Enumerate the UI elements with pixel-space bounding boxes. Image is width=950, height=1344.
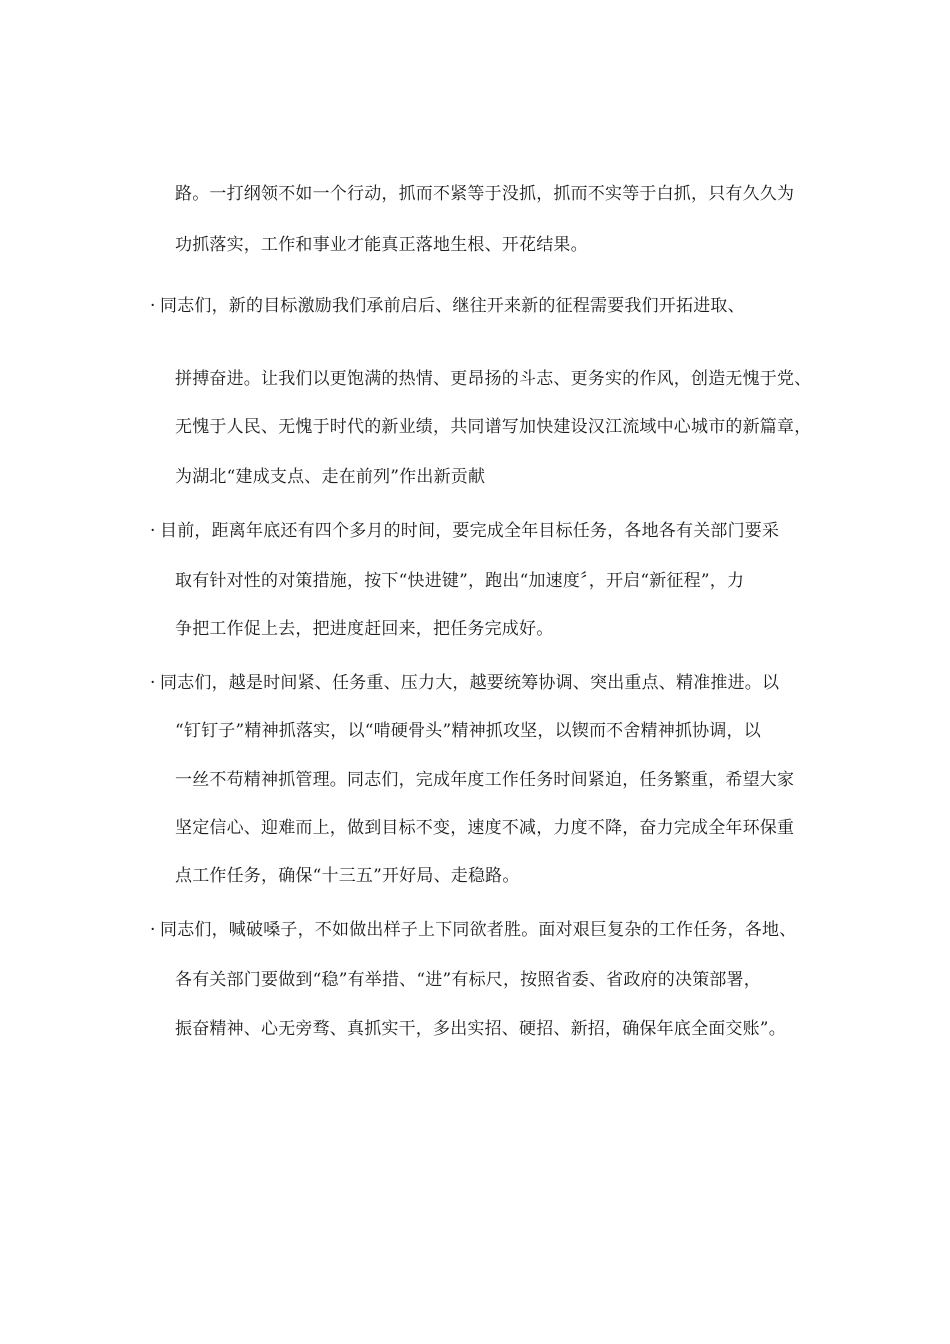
paragraph-2-line-3: 争把工作促上去，把进度赶回来，把任务完成好。 bbox=[175, 619, 554, 639]
paragraph-3-line-3: 一丝不苟精神抓管理。同志们，完成年度工作任务时间紧迫，任务繁重，希望大家 bbox=[175, 770, 795, 790]
paragraph-3-first-line bbox=[150, 672, 779, 694]
paragraph-text: 同志们，喊破嗓子，不如做出样子上下同欲者胜。面对艰巨复杂的工作任务，各地、 bbox=[160, 920, 797, 940]
paragraph-1-line-3: 无愧于人民、无愧于时代的新业绩，共同谱写加快建设汉江流域中心城市的新篇章， bbox=[175, 417, 812, 437]
paragraph-4-first-line bbox=[150, 919, 796, 941]
paragraph-text: 目前，距离年底还有四个多月的时间，要完成全年目标任务，各地各有关部门要采 bbox=[160, 521, 780, 541]
paragraph-1-line-2: 拼搏奋进。让我们以更饱满的热情、更昂扬的斗志、更务实的作风，创造无愧于党、 bbox=[175, 369, 812, 389]
fragment-line-2: 功抓落实，工作和事业才能真正落地生根、开花结果。 bbox=[175, 235, 588, 255]
bullet-icon: · bbox=[150, 920, 156, 940]
paragraph-1-line-4: 为湖北“建成支点、走在前列”作出新贡献 bbox=[175, 467, 486, 487]
paragraph-text: 同志们，新的目标激励我们承前启后、继往开来新的征程需要我们开拓进取、 bbox=[160, 296, 745, 316]
fragment-line-1: 路。一打纲领不如一个行动，抓而不紧等于没抓，抓而不实等于白抓，只有久久为 bbox=[175, 184, 795, 204]
paragraph-4-line-3: 振奋精神、心无旁骛、真抓实干，多出实招、硬招、新招，确保年底全面交账”。 bbox=[175, 1019, 786, 1039]
paragraph-1-first-line bbox=[150, 295, 745, 317]
paragraph-4-line-2: 各有关部门要做到“稳”有举措、“进”有标尺，按照省委、省政府的决策部署， bbox=[175, 970, 761, 990]
bullet-icon: · bbox=[150, 521, 156, 541]
bullet-icon: · bbox=[150, 673, 156, 693]
paragraph-3-line-2: “钉钉子”精神抓落实，以“啃硬骨头”精神抓攻坚，以锲而不舍精神抓协调，以 bbox=[175, 721, 761, 741]
paragraph-2-first-line bbox=[150, 520, 779, 542]
bullet-icon: · bbox=[150, 296, 156, 316]
paragraph-2-line-2: 取有针对性的对策措施，按下“快进键”，跑出“加速度〞，开启“新征程”，力 bbox=[175, 571, 745, 591]
paragraph-text: 同志们，越是时间紧、任务重、压力大，越要统筹协调、突出重点、精准推进。以 bbox=[160, 673, 780, 693]
paragraph-3-line-4: 坚定信心、迎难而上，做到目标不变，速度不减，力度不降，奋力完成全年环保重 bbox=[175, 818, 795, 838]
paragraph-3-line-5: 点工作任务，确保“十三五”开好局、走稳路。 bbox=[175, 866, 520, 886]
